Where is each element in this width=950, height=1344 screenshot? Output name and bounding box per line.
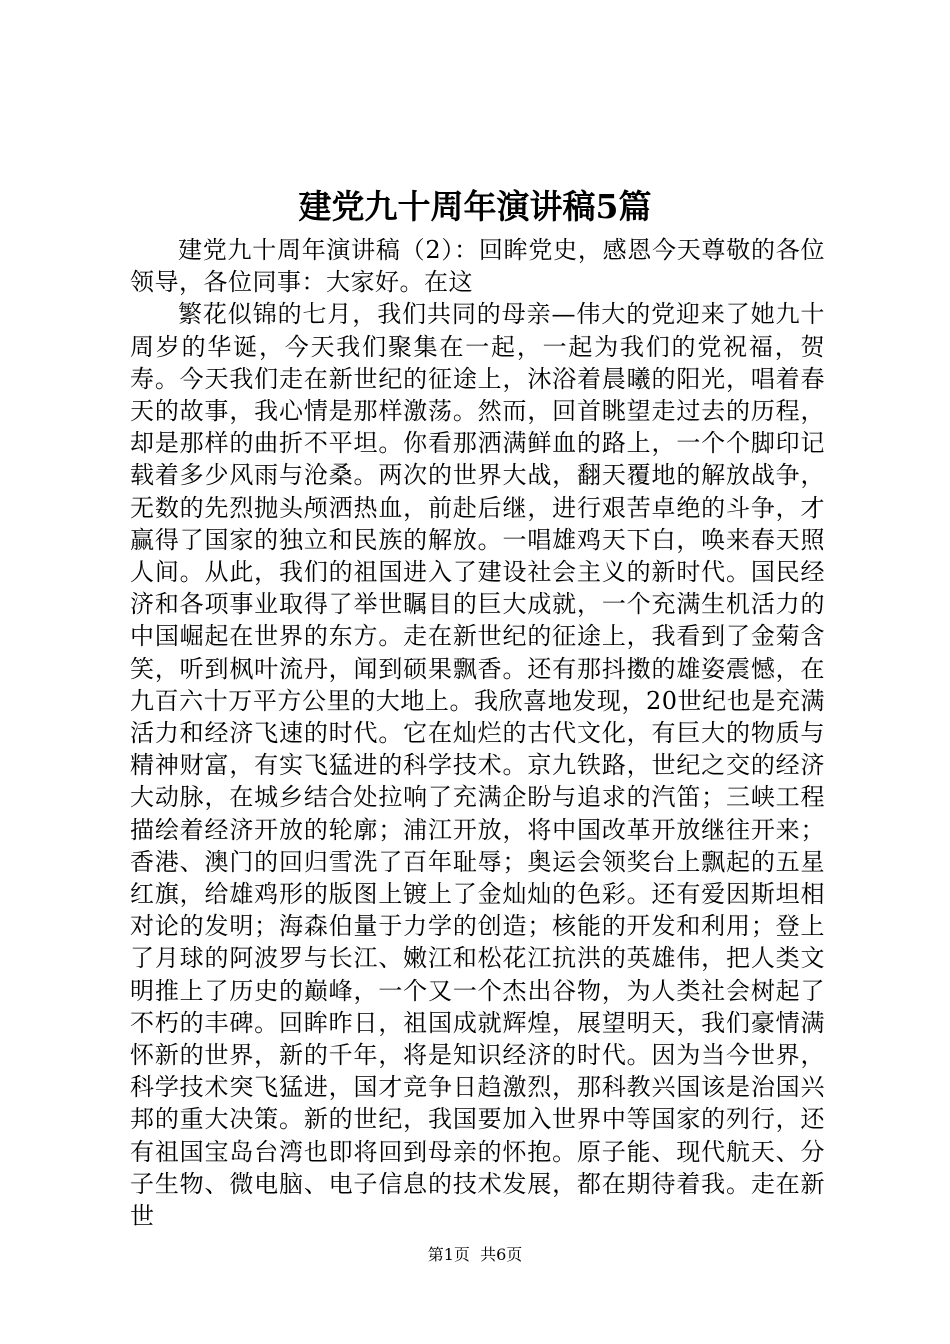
document-body [130,234,825,1232]
footer-spacer [470,1245,480,1264]
page-footer [0,1244,950,1266]
paragraph-intro: 建党九十周年演讲稿（2）：回眸党史，感恩今天尊敬的各位领导，各位同事：大家好。在这 [130,236,825,297]
page-title: 建党九十周年演讲稿5篇 [298,187,652,226]
paragraph-main: 繁花似锦的七月，我们共同的母亲—伟大的党迎来了她九十周岁的华诞，今天我们聚集在一起，一起为我们的党祝福，贺寿。今天我们走在新世纪的征途上，沐浴着晨曦的阳光，唱着春天的故事，我心情是那样激荡。然而，回首眺望走过去的历程，却是那样的曲折不平坦。你看那洒满鲜血的路上，一个个脚印记载着多少风雨与沧桑。两次的世界大战，翻天覆地的解放战争，无数的先烈抛头颅洒热血，前赴后继，进行艰苦卓绝的斗争，才赢得了国家的独立和民族的解放。一唱雄鸡天下白，唤来春天照人间。从此，我们的祖国进入了建设社会主义的新时代。国民经济和各项事业取得了举世瞩目的巨大成就，一个充满生机活力的中国崛起在世界的东方。走在新世纪的征途上，我看到了金菊含笑，听到枫叶流丹，闻到硕果飘香。还有那抖擞的雄姿震憾，在九百六十万平方公里的大地上。我欣喜地发现，20世纪也是充满活力和经济飞速的时代。它在灿烂的古代文化，有巨大的物质与精神财富，有实飞猛进的科学技术。京九铁路，世纪之交的经济大动脉，在城乡结合处拉响了充满企盼与追求的汽笛；三峡工程描绘着经济开放的轮廓；浦江开放，将中国改革开放继往开来；香港、澳门的回归雪洗了百年耻辱；奥运会领奖台上飘起的五星红旗，给雄鸡形的版图上镀上了金灿灿的色彩。还有爱因斯坦相对论的发明；海森伯量于力学的创造；核能的开发和利用；登上了月球的阿波罗与长江、嫩江和松花江抗洪的英雄伟，把人类文明推上了历史的巅峰，一个又一个杰出谷物，为人类社会树起了不朽的丰碑。回眸昨日，祖国成就辉煌，展望明天，我们豪情满怀新的世界，新的千年，将是知识经济的时代。因为当今世界，科学技术突飞猛进，国才竞争日趋激烈，那科教兴国该是治国兴邦的重大决策。新的世纪，我国要加入世界中等国家的列行，还有祖国宝岛台湾也即将回到母亲的怀抱。原子能、现代航天、分子生物、微电脑、电子信息的技术发展，都在期待着我。走在新世 [130,300,825,1231]
page-number: 第1页 [427,1245,470,1264]
page-total: 共6页 [480,1245,523,1264]
